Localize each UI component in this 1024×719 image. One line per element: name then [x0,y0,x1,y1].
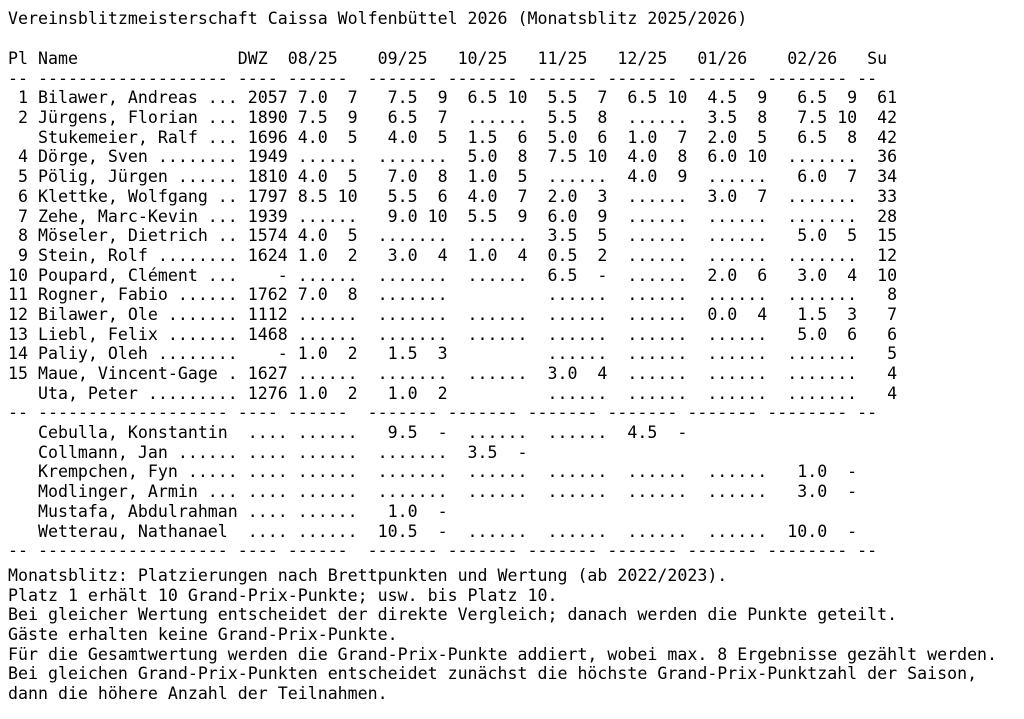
table-row: 11 Rogner, Fabio ...... 1762 7.0 8 ....... ...... ...... ...... ....... 8 [8,285,898,305]
table-footer-separator: -- ------------------- ---- ------ ------- ------- ------- ------- ------- -------- -- [8,541,878,561]
note-line: Gäste erhalten keine Grand-Prix-Punkte. [8,625,398,645]
note-line: Monatsblitz: Platzierungen nach Brettpunkten und Wertung (ab 2022/2023). [8,566,728,585]
guest-row: Modlinger, Armin ... .... ...... ....... ...... ...... ...... ...... 3.0 - [8,482,858,502]
table-row: 10 Poupard, Clément ... - ...... ....... ...... 6.5 - ...... 2.0 6 3.0 4 10 [8,265,898,285]
guest-row: Wetterau, Nathanael .... ...... 10.5 - ...... ...... ...... ...... 10.0 - [8,521,858,541]
table-row: 12 Bilawer, Ole ....... 1112 ...... ....... ...... ...... ...... 0.0 4 1.5 3 7 [8,304,898,324]
note-line: Für die Gesamtwertung werden die Grand-Prix-Punkte addiert, wobei max. 8 Ergebnisse gezählt werden. [8,644,998,664]
table-row: Stukemeier, Ralf ... 1696 4.0 5 4.0 5 1.5 6 5.0 6 1.0 7 2.0 5 6.5 8 42 [8,127,898,147]
table-row: 4 Dörge, Sven ........ 1949 ...... ....... 5.0 8 7.5 10 4.0 8 6.0 10 ....... 36 [8,147,898,167]
table-header: Pl Name DWZ 08/25 09/25 10/25 11/25 12/25 01/26 02/26 Su [8,49,888,68]
table-separator: -- ------------------- ---- ------ ------- ------- ------- ------- ------- -------- -- [8,403,878,423]
table-row: 5 Pölig, Jürgen ...... 1810 4.0 5 7.0 8 1.0 5 ...... 4.0 9 ...... 6.0 7 34 [8,167,898,187]
table-row: 6 Klettke, Wolfgang .. 1797 8.5 10 5.5 6 4.0 7 2.0 3 ...... 3.0 7 ....... 33 [8,186,898,206]
table-row: 13 Liebl, Felix ....... 1468 ...... ....... ...... ...... ...... ...... 5.0 6 6 [8,324,898,344]
note-line: Bei gleicher Wertung entscheidet der direkte Vergleich; danach werden die Punkte geteilt. [8,605,898,625]
table-row: 2 Jürgens, Florian ... 1890 7.5 9 6.5 7 ...... 5.5 8 ...... 3.5 8 7.5 10 42 [8,108,898,128]
notes-block [8,566,997,704]
guest-row: Mustafa, Abdulrahman .... ...... 1.0 - [8,501,448,521]
guest-row: Collmann, Jan ...... .... ...... ....... 3.5 - [8,442,528,462]
table-row: 7 Zehe, Marc-Kevin ... 1939 ...... 9.0 10 5.5 9 6.0 9 ...... ...... ....... 28 [8,206,898,226]
guest-row: Krempchen, Fyn ..... .... ...... ....... ...... ...... ...... ...... 1.0 - [8,462,858,482]
table-row: 8 Möseler, Dietrich .. 1574 4.0 5 ....... ...... 3.5 5 ...... ...... 5.0 5 15 [8,226,898,246]
standings-table [8,49,897,561]
note-line: dann die höhere Anzahl der Teilnahmen. [8,684,388,704]
table-row: Uta, Peter ......... 1276 1.0 2 1.0 2 ...... ...... ...... ....... 4 [8,383,898,403]
table-row: 1 Bilawer, Andreas ... 2057 7.0 7 7.5 9 6.5 10 5.5 7 6.5 10 4.5 9 6.5 9 61 [8,88,898,108]
title-line: Vereinsblitzmeisterschaft Caissa Wolfenbüttel 2026 (Monatsblitz 2025/2026) [8,9,748,28]
note-line: Platz 1 erhält 10 Grand-Prix-Punkte; usw. bis Platz 10. [8,585,558,605]
note-line: Bei gleichen Grand-Prix-Punkten entscheidet zunächst die höchste Grand-Prix-Punktzahl der Saison, [8,664,978,684]
table-separator: -- ------------------- ---- ------ ------- ------- ------- ------- ------- -------- -- [8,68,878,88]
document-title [8,9,747,29]
table-row: 15 Maue, Vincent-Gage . 1627 ...... ....... ...... 3.0 4 ...... ...... ....... 4 [8,364,898,383]
guest-row: Cebulla, Konstantin .... ...... 9.5 - ...... ...... 4.5 - [8,423,688,443]
table-row: 14 Paliy, Oleh ........ - 1.0 2 1.5 3 ...... ...... ...... ....... 5 [8,344,898,364]
table-row: 9 Stein, Rolf ........ 1624 1.0 2 3.0 4 1.0 4 0.5 2 ...... ...... ....... 12 [8,245,898,265]
